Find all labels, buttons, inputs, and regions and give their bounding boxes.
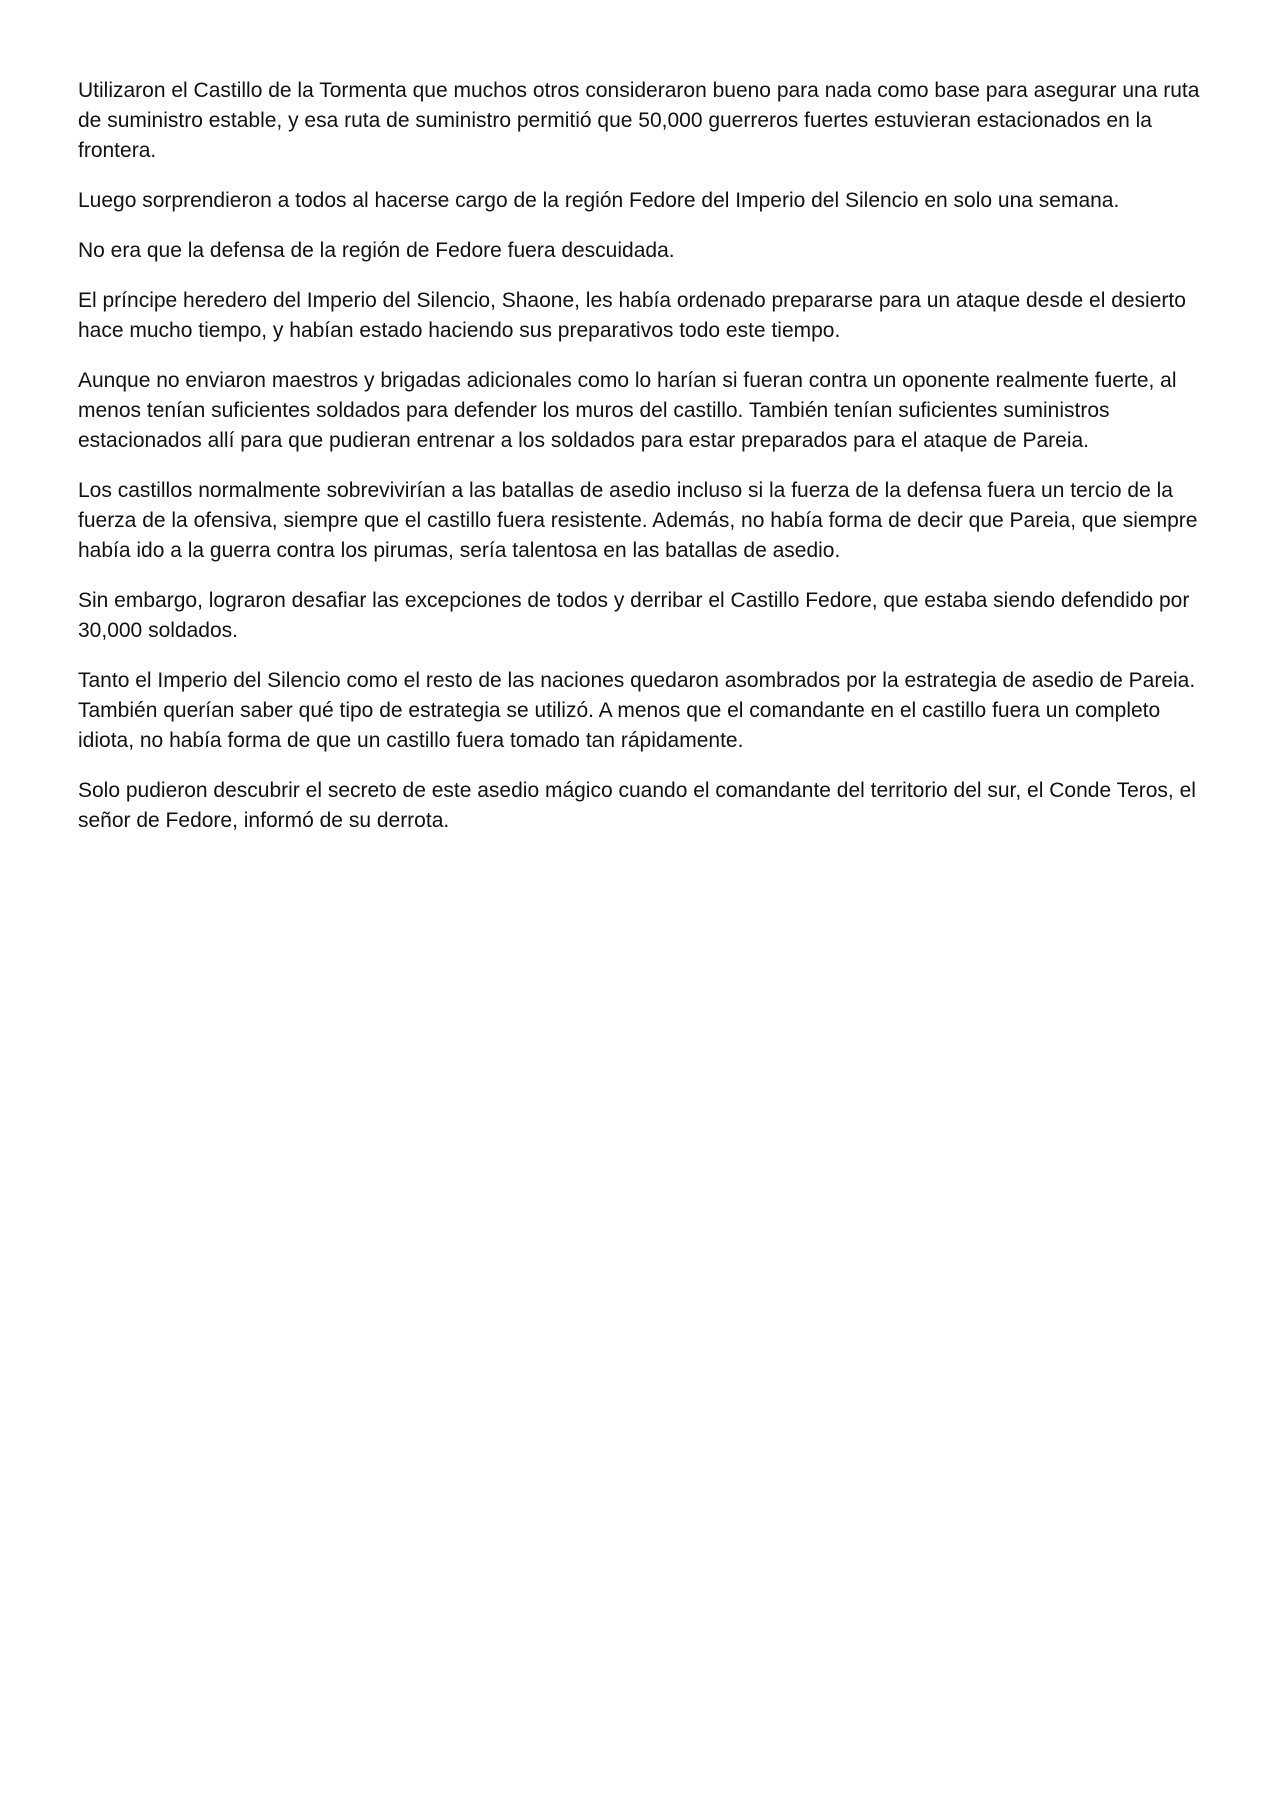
paragraph: Solo pudieron descubrir el secreto de este asedio mágico cuando el comandante del territorio del sur, el Conde Teros, el señor de Fedore, informó de su derrota. [78, 779, 1196, 832]
document-body [78, 76, 1208, 856]
paragraph: Sin embargo, lograron desafiar las excepciones de todos y derribar el Castillo Fedore, que estaba siendo defendido por 30,000 soldados. [78, 589, 1190, 642]
paragraph: El príncipe heredero del Imperio del Silencio, Shaone, les había ordenado prepararse para un ataque desde el desierto hace mucho tiempo, y habían estado haciendo sus preparativos todo este tiempo. [78, 289, 1186, 342]
paragraph: No era que la defensa de la región de Fedore fuera descuidada. [78, 239, 675, 262]
paragraph: Tanto el Imperio del Silencio como el resto de las naciones quedaron asombrados por la estrategia de asedio de Pareia. También querían saber qué tipo de estrategia se utilizó. A menos que el comandante en el castillo fuera un completo idiota, no había forma de que un castillo fuera tomado tan rápidamente. [78, 669, 1196, 752]
paragraph: Aunque no enviaron maestros y brigadas adicionales como lo harían si fueran contra un oponente realmente fuerte, al menos tenían suficientes soldados para defender los muros del castillo. También tenían suficientes suministros estacionados allí para que pudieran entrenar a los soldados para estar preparados para el ataque de Pareia. [78, 369, 1177, 452]
paragraph: Los castillos normalmente sobrevivirían a las batallas de asedio incluso si la fuerza de la defensa fuera un tercio de la fuerza de la ofensiva, siempre que el castillo fuera resistente. Además, no había forma de decir que Pareia, que siempre había ido a la guerra contra los pirumas, sería talentosa en las batallas de asedio. [78, 479, 1198, 562]
paragraph: Luego sorprendieron a todos al hacerse cargo de la región Fedore del Imperio del Silencio en solo una semana. [78, 189, 1120, 212]
paragraph: Utilizaron el Castillo de la Tormenta que muchos otros consideraron bueno para nada como base para asegurar una ruta de suministro estable, y esa ruta de suministro permitió que 50,000 guerreros fuertes estuvieran estacionados en la frontera. [78, 79, 1200, 162]
